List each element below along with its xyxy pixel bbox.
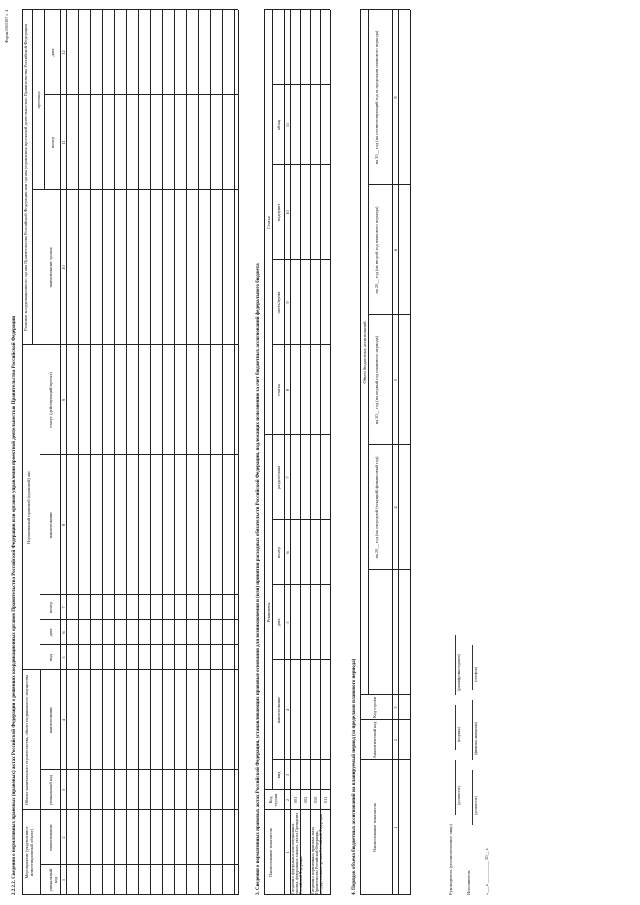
head-label: Руководитель (уполномоченное лицо): [448, 824, 453, 895]
table-rule: [410, 10, 411, 895]
column-number: 8: [393, 96, 398, 99]
period-header: на 20__ год (на второй год планового периода): [374, 206, 379, 294]
column-header: вид: [276, 771, 281, 779]
column-header: статья: [276, 384, 281, 396]
exec-fio-caption: (фамилия, инициалы): [474, 721, 478, 755]
table-rule: [90, 10, 91, 895]
column-header: номер: [48, 601, 53, 614]
line-code-header: Код строки: [268, 793, 278, 807]
exec-fio-line: [472, 700, 473, 760]
column-header: статус (действующий/проект): [48, 372, 53, 428]
column-header: наименование: [48, 824, 53, 851]
column-number: 2: [61, 836, 66, 839]
table-rule: [360, 9, 410, 10]
section-4-heading: 4. Порядок объема бюджетных ассигнований на планируемый период (за пределами планового периода): [352, 658, 357, 895]
table-rule: [44, 10, 45, 190]
column-header: дата: [50, 48, 55, 57]
column-header: номер: [276, 546, 281, 559]
table-rule: [264, 9, 330, 10]
analytic-code-header: Аналитический код: [372, 721, 377, 759]
table-rule: [40, 619, 238, 620]
column-header: номер: [50, 136, 55, 149]
decision-group-header: Решение координационного органа Правительства Российской Федерации или органа управления проектной деятельностью Правительства Российской Федерации: [23, 24, 28, 331]
column-number: 4: [61, 718, 66, 722]
column-number: 1: [285, 851, 290, 854]
table-rule: [114, 10, 115, 895]
table-rule: [66, 10, 67, 895]
table-rule: [320, 10, 321, 895]
section-3-heading: 3. Сведения о нормативных правовых актах Российской Федерации, устанавливающих правовые основания для возникновения и (или) принятия расходных обязательств Российской Федерации, подлежащих исполнению за счет бюджетных ассигнований федерального бюджета: [256, 263, 261, 895]
table-rule: [78, 10, 79, 895]
column-number: 8: [61, 523, 66, 527]
exec-phone-caption: (телефон): [474, 666, 478, 682]
column-number: 5: [285, 621, 290, 624]
table-rule: [398, 10, 399, 895]
table-rule: [40, 594, 238, 595]
column-header: наименование: [48, 706, 53, 734]
head-decoding-line: [455, 635, 456, 695]
exec-position-caption: (должность): [474, 796, 478, 815]
column-number: 5: [61, 656, 66, 659]
table-rule: [40, 769, 238, 770]
column-number: 9: [61, 398, 66, 402]
column-number: 7: [61, 606, 66, 609]
column-header: подпункт: [276, 203, 281, 222]
table-rule: [210, 10, 211, 895]
table-row-name: Сведения о федеральных конституционных законах, федеральных законах, указах Президента Российской Федерации: [291, 812, 303, 894]
column-number: 8: [285, 388, 290, 392]
table-rule: [264, 10, 265, 895]
column-header: абзац: [276, 119, 281, 131]
column-number: 11: [285, 122, 290, 128]
sign-date: «___» __________ 20__ г.: [484, 847, 489, 895]
column-header: раздел/глава: [276, 465, 281, 490]
table-rule: [40, 864, 238, 865]
column-number: 6: [393, 248, 398, 252]
act-group-header: Нормативный правовой (правовой) акт: [26, 471, 31, 544]
head-position-caption: (должность): [457, 786, 461, 805]
requisites-group-header: Реквизиты: [266, 602, 271, 623]
table-rule: [360, 894, 410, 895]
column-header: дата: [276, 618, 281, 627]
table-rule: [162, 10, 163, 895]
table-rule: [310, 10, 311, 895]
column-header: вид: [48, 654, 53, 661]
table-rule: [330, 10, 331, 895]
table-rule: [186, 10, 187, 895]
table-rule: [40, 670, 41, 895]
table-rule: [138, 10, 139, 895]
line-code-header: Код строки: [372, 697, 377, 718]
table-rule: [174, 10, 175, 895]
table-rule: [360, 10, 361, 895]
table-rule: [290, 10, 291, 895]
table-rule: [360, 719, 410, 720]
column-number: 3: [285, 773, 290, 777]
column-number: 5: [393, 378, 398, 382]
column-number: 6: [285, 551, 290, 554]
table-rule: [368, 444, 410, 445]
measure-group-header: Мероприятие (укрупненное инвестиционный объект): [24, 826, 34, 879]
table-rule: [368, 184, 410, 185]
column-number: 7: [285, 476, 290, 479]
table-rule: [126, 10, 127, 895]
column-number: 3: [61, 788, 66, 792]
column-number: 2: [393, 738, 398, 742]
table-rule: [368, 569, 410, 570]
table-rule: [40, 644, 238, 645]
column-header: уникальный код: [48, 868, 58, 892]
table-rule: [44, 94, 238, 95]
allocations-group-header: Объем бюджетных ассигнований: [362, 321, 367, 384]
exec-phone-line: [472, 645, 473, 690]
table-rule: [102, 10, 103, 895]
exec-label: Исполнитель: [466, 870, 471, 895]
table-rule: [32, 10, 33, 345]
table-row-code: 001: [293, 796, 298, 804]
table-rule: [272, 10, 273, 435]
table-row-code: 002: [303, 796, 308, 804]
table-rule: [22, 809, 238, 810]
period-header: на 20__ год (на первый год планового периода): [374, 335, 379, 425]
table-row-code: 011: [323, 796, 328, 804]
section-221-heading: 2.2.2.2. Сведения о нормативных правовых (правовых) актах Российской Федерации о решениях координационных органов Правительства Российской Федерации или органов управления проектной деятельностью Правительства Российской Федерации: [12, 315, 17, 895]
column-number: 1: [393, 826, 398, 829]
column-number: 4: [393, 506, 398, 509]
column-number: 3: [393, 706, 398, 709]
article-group-header: Статья: [266, 216, 271, 229]
column-number: 12: [61, 50, 66, 55]
name-header: Наименование показателя: [372, 803, 377, 852]
table-rule: [234, 10, 235, 895]
table-rule: [264, 434, 330, 435]
column-number: 11: [61, 140, 66, 145]
table-rule: [264, 894, 330, 895]
column-header: часть/пункт: [276, 291, 281, 314]
column-number: 10: [285, 210, 290, 215]
table-rule: [22, 669, 238, 670]
table-row-name: Сведения о нормативных правовых актах Правительства Российской Федерации, государственных органов Российской Федерации: [311, 814, 323, 894]
column-header: наименование: [48, 511, 53, 539]
exec-position-line: [472, 770, 473, 825]
table-rule: [222, 10, 223, 895]
period-header: на 20__ год (на очередной (текущий) финансовый год): [374, 456, 379, 559]
column-number: 6: [61, 631, 66, 634]
column-header: наименование органа: [48, 247, 53, 288]
table-rule: [40, 454, 238, 455]
column-number: 2: [285, 798, 290, 802]
table-rule: [198, 10, 199, 895]
table-rule: [238, 10, 239, 895]
object-group-header: Объект капитального строительства, объект недвижимого имущества: [24, 674, 29, 806]
table-rule: [272, 435, 273, 790]
table-rule: [368, 314, 410, 315]
column-number: 1: [61, 878, 66, 882]
table-rule: [368, 10, 369, 695]
head-position-line: [455, 760, 456, 815]
column-header: уникальный код: [48, 774, 53, 806]
table-row-code: 010: [313, 796, 318, 804]
column-header: дата: [48, 628, 53, 637]
column-number: 4: [285, 708, 290, 712]
table-rule: [300, 10, 301, 895]
period-header: на 20__ год (на соответствующий год за пределами планового периода): [374, 30, 379, 165]
protocol-header: протокол: [36, 91, 41, 109]
name-header: Наименование показателя: [268, 828, 273, 877]
column-number: 9: [285, 301, 290, 304]
column-number: 10: [61, 265, 66, 270]
table-rule: [150, 10, 151, 895]
table-rule: [360, 759, 410, 760]
form-code: Форма 0505187 с. 4: [4, 9, 9, 43]
head-decoding-caption: (расшифровка подписи): [457, 654, 461, 691]
table-rule: [22, 344, 238, 345]
head-sign-caption: (подпись): [457, 727, 461, 742]
column-header: наименование: [276, 696, 281, 724]
table-rule: [360, 694, 410, 695]
head-sign-line: [455, 705, 456, 750]
